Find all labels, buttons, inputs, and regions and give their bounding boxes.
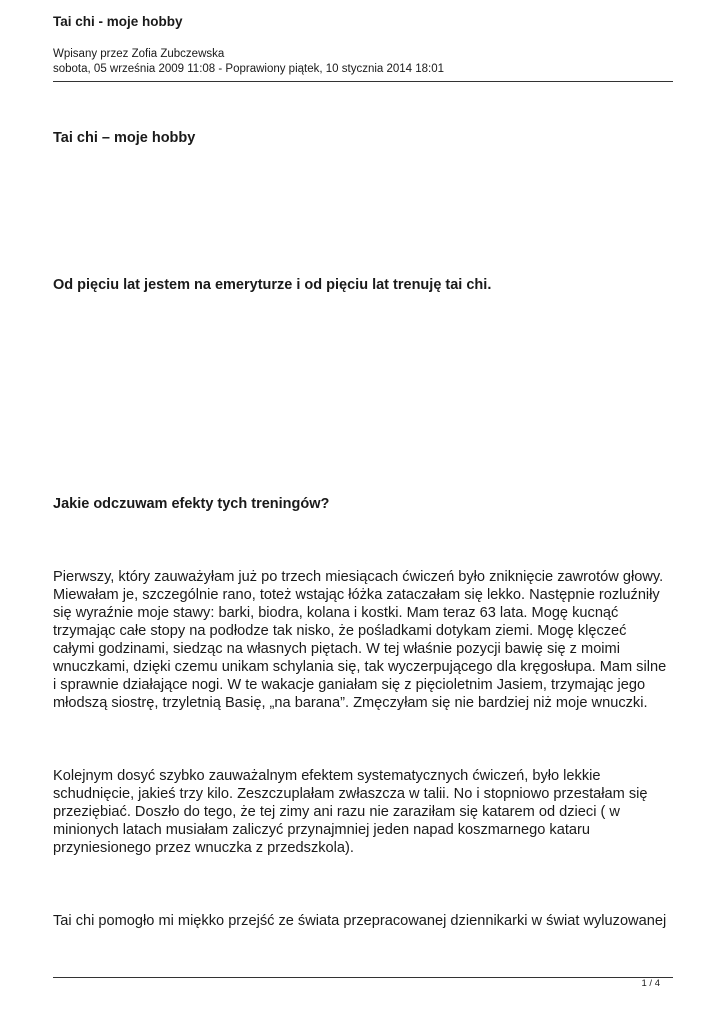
paragraph-line: i sprawnie działające nogi. W te wakacje ganiałam się z pięcioletnim Jasiem, trzymając jego: [53, 677, 646, 693]
paragraph-line: Tai chi pomogło mi miękko przejść ze świata przepracowanej dziennikarki w świat wyluzowanej: [53, 913, 667, 929]
paragraph-2: [53, 767, 693, 857]
paragraph-3: [53, 912, 693, 930]
paragraph-line: minionych latach musiałam zaliczyć przynajmniej jeden napad koszmarnego kataru: [53, 822, 590, 838]
paragraph-line: całymi godzinami, siedząc na własnych piętach. W tej właśnie pozycji bawię się z moimi: [53, 641, 620, 657]
paragraph-line: młodszą siostrę, trzyletnią Basię, „na barana”. Zmęczyłam się nie bardziej niż moje wnuczki.: [53, 695, 648, 711]
footer-divider: [53, 977, 673, 978]
header-meta: [53, 47, 444, 77]
paragraph-line: schudnięcie, jakieś trzy kilo. Zeszczuplałam zwłaszcza w talii. No i stopniowo przestałam się: [53, 786, 648, 802]
paragraph-line: trzymając całe stopy na podłodze tak nisko, że pośladkami dotykam ziemi. Mogę klęczeć: [53, 623, 627, 639]
article-lead: Od pięciu lat jestem na emeryturze i od pięciu lat trenuję tai chi.: [53, 277, 492, 293]
paragraph-1: [53, 568, 693, 712]
header-divider: [53, 81, 673, 82]
page-indicator: 1 / 4: [641, 978, 660, 989]
article-title: Tai chi – moje hobby: [53, 130, 196, 146]
article-question: Jakie odczuwam efekty tych treningów?: [53, 496, 330, 512]
author-line: Wpisany przez Zofia Zubczewska: [53, 48, 225, 60]
paragraph-line: się wyraźnie moje stawy: barki, biodra, kolana i kostki. Mam teraz 63 lata. Mogę kucnąć: [53, 605, 619, 621]
paragraph-line: Miewałam je, szczególnie rano, toteż wstając łóżka zataczałam się lekko. Następnie rozluźniły: [53, 587, 660, 603]
header-title: Tai chi - moje hobby: [53, 14, 183, 29]
paragraph-line: przyniesionego przez wnuczka z przedszkola).: [53, 840, 354, 856]
paragraph-line: Kolejnym dosyć szybko zauważalnym efektem systematycznych ćwiczeń, było lekkie: [53, 768, 601, 784]
paragraph-line: przeziębiać. Doszło do tego, że tej zimy ani razu nie zaraziłam się katarem od dzieci ( w: [53, 804, 620, 820]
paragraph-line: wnuczkami, dzięki czemu unikam schylania się, tak wyczerpującego dla kręgosłupa. Mam silne: [53, 659, 667, 675]
date-line: sobota, 05 września 2009 11:08 - Poprawiony piątek, 10 stycznia 2014 18:01: [53, 63, 445, 75]
paragraph-line: Pierwszy, który zauważyłam już po trzech miesiącach ćwiczeń było zniknięcie zawrotów głowy.: [53, 569, 664, 585]
